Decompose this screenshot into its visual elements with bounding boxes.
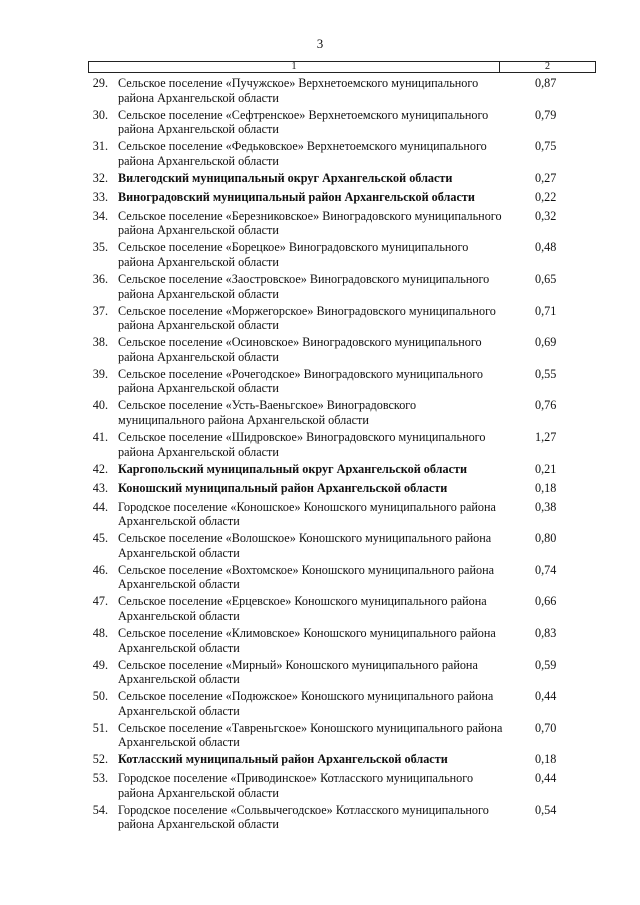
table-row xyxy=(0,209,640,241)
row-name: Сельское поселение «Федьковское» Верхнетоемского муниципального района Архангельской области xyxy=(118,139,487,168)
row-value: 0,69 xyxy=(535,335,557,350)
row-name: Сельское поселение «Осиновское» Виноградовского муниципального района Архангельской области xyxy=(118,335,482,364)
row-number: 40. xyxy=(92,398,108,413)
row-value: 0,54 xyxy=(535,802,557,817)
table-row xyxy=(0,462,640,481)
row-number: 32. xyxy=(92,170,108,185)
row-name: Виноградовский муниципальный район Архангельской области xyxy=(118,189,475,204)
row-name: Коношский муниципальный район Архангельской области xyxy=(118,480,448,495)
table-row xyxy=(0,803,640,835)
table-row xyxy=(0,531,640,563)
row-value: 0,18 xyxy=(535,752,557,767)
row-value: 0,21 xyxy=(535,461,557,476)
row-value: 0,80 xyxy=(535,531,557,546)
row-number: 49. xyxy=(92,657,108,672)
row-value: 0,65 xyxy=(535,271,557,286)
row-value: 0,74 xyxy=(535,562,557,577)
row-number: 54. xyxy=(92,802,108,817)
row-number: 50. xyxy=(92,689,108,704)
row-number: 38. xyxy=(92,335,108,350)
row-value: 0,71 xyxy=(535,303,557,318)
row-value: 0,44 xyxy=(535,771,557,786)
page-number: 3 xyxy=(316,36,324,51)
table-row xyxy=(0,139,640,171)
header-column-2: 2 xyxy=(545,61,550,72)
row-number: 47. xyxy=(92,594,108,609)
table-row xyxy=(0,398,640,430)
table-row xyxy=(0,367,640,399)
table-row xyxy=(0,594,640,626)
table-row xyxy=(0,304,640,336)
table-row xyxy=(0,272,640,304)
header-column-1: 1 xyxy=(89,62,500,72)
table-row xyxy=(0,721,640,753)
row-number: 52. xyxy=(92,752,108,767)
table-row xyxy=(0,171,640,190)
row-number: 29. xyxy=(92,76,108,90)
row-number: 43. xyxy=(92,480,108,495)
row-value: 0,76 xyxy=(535,398,557,413)
table-row xyxy=(0,481,640,500)
table-row xyxy=(0,500,640,532)
row-number: 41. xyxy=(92,429,108,444)
table-row xyxy=(0,658,640,690)
table-row xyxy=(0,563,640,595)
table-row xyxy=(0,626,640,658)
table-row xyxy=(0,771,640,803)
row-name: Городское поселение «Коношское» Коношского муниципального района Архангельской области xyxy=(118,499,496,529)
row-name: Вилегодский муниципальный округ Архангельской области xyxy=(118,170,453,185)
row-name: Сельское поселение «Климовское» Коношского муниципального района Архангельской области xyxy=(118,625,496,655)
row-name: Сельское поселение «Усть-Ваеньгское» Виноградовского муниципального района Архангельской области xyxy=(118,398,417,427)
row-name: Сельское поселение «Ерцевское» Коношского муниципального района Архангельской области xyxy=(118,594,487,623)
row-number: 39. xyxy=(92,366,108,381)
row-name: Каргопольский муниципальный округ Архангельской области xyxy=(118,461,467,476)
table-body xyxy=(0,76,640,834)
row-number: 44. xyxy=(92,499,108,514)
row-name: Сельское поселение «Березниковское» Виноградовского муниципального района Архангельской области xyxy=(118,208,502,238)
row-value: 0,32 xyxy=(535,208,557,223)
row-value: 1,27 xyxy=(535,429,557,444)
table-row xyxy=(0,689,640,721)
table-row xyxy=(0,240,640,272)
row-number: 31. xyxy=(92,139,108,154)
row-number: 46. xyxy=(92,562,108,577)
row-number: 36. xyxy=(92,271,108,286)
row-number: 53. xyxy=(92,771,108,786)
row-value: 0,75 xyxy=(535,139,557,154)
row-value: 0,22 xyxy=(535,189,557,204)
row-value: 0,70 xyxy=(535,720,557,735)
row-name: Городское поселение «Приводинское» Котласского муниципального района Архангельской области xyxy=(118,771,474,800)
row-number: 30. xyxy=(92,107,108,122)
table-row xyxy=(0,752,640,771)
row-name: Сельское поселение «Борецкое» Виноградовского муниципального района Архангельской области xyxy=(118,240,469,269)
row-name: Сельское поселение «Тавреньгское» Коношского муниципального района Архангельской области xyxy=(118,720,503,750)
table-row xyxy=(0,76,640,108)
row-number: 34. xyxy=(92,208,108,223)
row-name: Сельское поселение «Шидровское» Виноградовского муниципального района Архангельской области xyxy=(118,429,486,459)
row-value: 0,83 xyxy=(535,625,557,640)
row-name: Сельское поселение «Подюжское» Коношского муниципального района Архангельской области xyxy=(118,689,494,718)
row-value: 0,55 xyxy=(535,366,557,381)
row-name: Сельское поселение «Пучужское» Верхнетоемского муниципального района Архангельской области xyxy=(118,76,479,105)
row-value: 0,44 xyxy=(535,689,557,704)
row-name: Городское поселение «Сольвычегодское» Котласского муниципального района Архангельской области xyxy=(118,802,489,832)
row-value: 0,38 xyxy=(535,499,557,514)
table-row xyxy=(0,430,640,462)
row-value: 0,18 xyxy=(535,480,557,495)
row-number: 37. xyxy=(92,303,108,318)
row-name: Сельское поселение «Заостровское» Виноградовского муниципального района Архангельской области xyxy=(118,271,490,301)
row-name: Сельское поселение «Моржегорское» Виноградовского муниципального района Архангельской области xyxy=(118,303,496,333)
row-number: 35. xyxy=(92,240,108,255)
row-value: 0,87 xyxy=(535,76,557,90)
row-name: Сельское поселение «Мирный» Коношского муниципального района Архангельской области xyxy=(118,657,478,687)
row-number: 42. xyxy=(92,461,108,476)
row-name: Котласский муниципальный район Архангельской области xyxy=(118,752,448,767)
row-name: Сельское поселение «Волошское» Коношского муниципального района Архангельской области xyxy=(118,531,492,560)
row-number: 33. xyxy=(92,189,108,204)
table-header xyxy=(88,61,596,73)
table-row xyxy=(0,335,640,367)
row-name: Сельское поселение «Вохтомское» Коношского муниципального района Архангельской области xyxy=(118,562,494,592)
row-value: 0,66 xyxy=(535,594,557,609)
row-value: 0,48 xyxy=(535,240,557,255)
row-number: 48. xyxy=(92,625,108,640)
row-value: 0,59 xyxy=(535,657,557,672)
table-row xyxy=(0,108,640,140)
table-row xyxy=(0,190,640,209)
row-name: Сельское поселение «Рочегодское» Виноградовского муниципального района Архангельской области xyxy=(118,366,484,396)
row-value: 0,27 xyxy=(535,170,557,185)
row-number: 45. xyxy=(92,531,108,546)
row-number: 51. xyxy=(92,720,108,735)
row-name: Сельское поселение «Сефтренское» Верхнетоемского муниципального района Архангельской области xyxy=(118,107,489,137)
row-value: 0,79 xyxy=(535,107,557,122)
